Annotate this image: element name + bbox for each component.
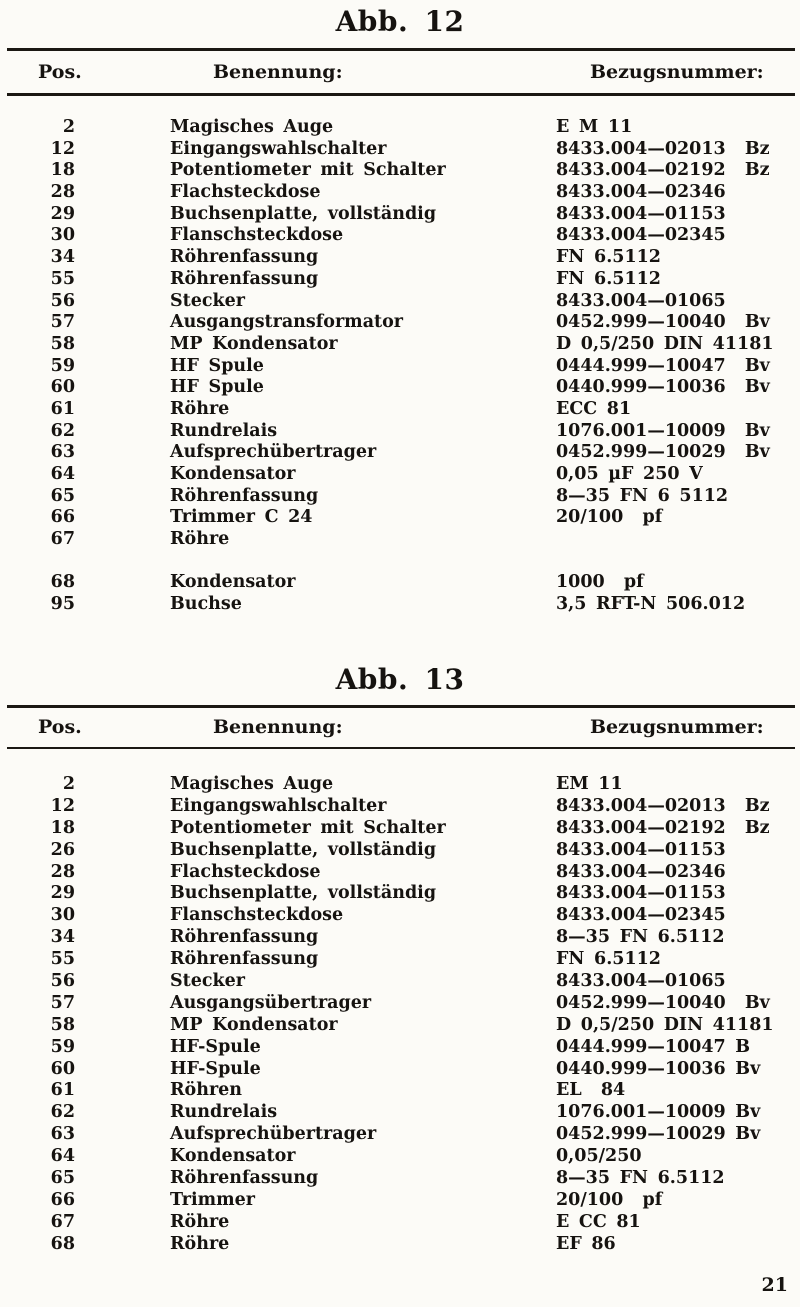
pos-cell: 56 [50, 290, 75, 311]
pos-cell: 61 [50, 1080, 75, 1101]
pos-cell: 62 [50, 420, 75, 441]
ref-cell: 0,05 µF 250 V [556, 464, 703, 484]
table-header-abb13 [7, 705, 795, 749]
table-row [0, 551, 800, 573]
pos-cell: 62 [50, 1102, 75, 1123]
ref-cell: 8433.004—02013 Bz [556, 138, 770, 159]
ref-cell: 0452.999—10040 Bv [556, 312, 770, 333]
name-cell: HF Spule [170, 377, 264, 398]
pos-cell: 64 [50, 1146, 75, 1167]
name-cell: Rundrelais [170, 420, 278, 441]
pos-cell: 57 [50, 992, 75, 1013]
table-row [0, 1124, 800, 1146]
table-row [0, 1059, 800, 1081]
ref-cell: 8—35 FN 6.5112 [556, 1168, 725, 1189]
name-cell: Aufsprechübertrager [170, 442, 377, 463]
table-row [0, 774, 800, 796]
name-cell: Röhre [170, 1211, 230, 1232]
table-row [0, 291, 800, 313]
pos-cell: 58 [50, 333, 75, 354]
ref-cell: 8433.004—02013 Bz [556, 795, 770, 816]
ref-cell: 8433.004—01153 [556, 839, 726, 860]
ref-cell: 8433.004—02192 Bz [556, 817, 770, 838]
name-cell: Kondensator [170, 464, 296, 484]
table-row [0, 1168, 800, 1190]
pos-cell: 56 [50, 971, 75, 992]
table-row [0, 421, 800, 443]
table-row [0, 312, 800, 334]
ref-cell: 8433.004—01065 [556, 971, 726, 992]
pos-cell: 65 [50, 1168, 75, 1189]
ref-cell: 20/100 pf [556, 507, 663, 528]
table-row [0, 818, 800, 840]
table-row [0, 507, 800, 529]
name-cell: Kondensator [170, 572, 296, 593]
ref-cell: 0,05/250 [556, 1146, 642, 1167]
ref-cell: 1076.001—10009 Bv [556, 1102, 761, 1123]
ref-cell: D 0,5/250 DIN 41181 [556, 1014, 774, 1035]
name-cell: Rundrelais [170, 1102, 278, 1123]
pos-cell: 30 [50, 905, 75, 926]
name-cell: Buchsenplatte, vollständig [170, 839, 437, 860]
table-title-abb13: Abb. 13 [335, 663, 465, 696]
name-cell: Flachsteckdose [170, 861, 321, 882]
ref-cell: 0440.999—10036 Bv [556, 377, 770, 398]
table-row [0, 949, 800, 971]
name-cell: Aufsprechübertrager [170, 1124, 377, 1145]
ref-cell: 8—35 FN 6 5112 [556, 485, 729, 506]
ref-cell: 3,5 RFT-N 506.012 [556, 594, 746, 615]
name-cell: Röhrenfassung [170, 247, 319, 268]
pos-cell: 63 [50, 1124, 75, 1145]
pos-cell: 59 [50, 1036, 75, 1057]
table-row [0, 182, 800, 204]
table-row [0, 334, 800, 356]
table-row [0, 529, 800, 551]
table-row [0, 862, 800, 884]
table-row [0, 905, 800, 927]
pos-cell: 30 [50, 225, 75, 246]
column-header-name: Benennung: [213, 61, 343, 83]
table-row [0, 1102, 800, 1124]
ref-cell: FN 6.5112 [556, 949, 661, 970]
ref-cell: 20/100 pf [556, 1189, 663, 1210]
pos-cell: 2 [62, 117, 75, 137]
pos-cell: 29 [50, 203, 75, 224]
table-row [0, 971, 800, 993]
pos-cell: 60 [50, 377, 75, 398]
pos-cell: 95 [50, 594, 75, 615]
name-cell: Röhrenfassung [170, 927, 319, 948]
ref-cell: EL 84 [556, 1080, 626, 1101]
table-row [0, 883, 800, 905]
ref-cell: 8—35 FN 6.5112 [556, 927, 725, 948]
pos-cell: 28 [50, 861, 75, 882]
pos-cell: 58 [50, 1014, 75, 1035]
pos-cell: 67 [50, 529, 75, 550]
table-row [0, 993, 800, 1015]
name-cell: Röhre [170, 398, 230, 419]
table-row [0, 1234, 800, 1256]
name-cell: Röhrenfassung [170, 949, 319, 970]
name-cell: Buchsenplatte, vollständig [170, 203, 437, 224]
ref-cell: 8433.004—02345 [556, 905, 726, 926]
pos-cell: 63 [50, 442, 75, 463]
name-cell: Röhrenfassung [170, 268, 319, 289]
ref-cell: FN 6.5112 [556, 247, 661, 268]
table-title-abb12: Abb. 12 [335, 5, 465, 38]
name-cell: MP Kondensator [170, 333, 338, 354]
table-header-abb12 [7, 48, 795, 96]
pos-cell: 18 [50, 817, 75, 838]
page-number: 21 [761, 1274, 788, 1296]
table-body-abb12 [0, 117, 800, 616]
ref-cell: 1000 pf [556, 572, 644, 593]
table-row [0, 204, 800, 226]
name-cell: Röhrenfassung [170, 1168, 319, 1189]
ref-cell: 8433.004—02345 [556, 225, 726, 246]
pos-cell: 68 [50, 1233, 75, 1254]
pos-cell: 67 [50, 1211, 75, 1232]
table-row [0, 1015, 800, 1037]
table-row [0, 247, 800, 269]
ref-cell: EF 86 [556, 1233, 616, 1254]
name-cell: Eingangswahlschalter [170, 795, 387, 816]
name-cell: Buchse [170, 594, 242, 615]
ref-cell: ECC 81 [556, 398, 632, 419]
table-row [0, 160, 800, 182]
table-row [0, 1212, 800, 1234]
ref-cell: 8433.004—02192 Bz [556, 160, 770, 181]
table-row [0, 356, 800, 378]
table-row [0, 840, 800, 862]
table-row [0, 572, 800, 594]
ref-cell: 0444.999—10047 Bv [556, 355, 770, 376]
ref-cell: 1076.001—10009 Bv [556, 420, 770, 441]
name-cell: Stecker [170, 971, 245, 992]
ref-cell: 0440.999—10036 Bv [556, 1058, 761, 1079]
name-cell: Trimmer C 24 [170, 507, 313, 528]
pos-cell: 66 [50, 1189, 75, 1210]
ref-cell: EM 11 [556, 774, 623, 794]
name-cell: Röhrenfassung [170, 485, 319, 506]
column-header-ref: Bezugsnummer: [590, 61, 764, 83]
name-cell: Röhre [170, 1233, 230, 1254]
table-row [0, 486, 800, 508]
ref-cell: E M 11 [556, 117, 633, 137]
name-cell: Flanschsteckdose [170, 905, 344, 926]
pos-cell: 55 [50, 268, 75, 289]
table-row [0, 377, 800, 399]
pos-cell: 68 [50, 572, 75, 593]
column-header-ref: Bezugsnummer: [590, 716, 764, 738]
table-body-abb13 [0, 774, 800, 1256]
table-row [0, 594, 800, 616]
name-cell: Magisches Auge [170, 774, 334, 794]
pos-cell: 12 [50, 138, 75, 159]
pos-cell: 60 [50, 1058, 75, 1079]
pos-cell: 28 [50, 182, 75, 203]
table-row [0, 225, 800, 247]
pos-cell: 59 [50, 355, 75, 376]
table-row [0, 139, 800, 161]
ref-cell: 8433.004—01153 [556, 203, 726, 224]
table-row [0, 1080, 800, 1102]
name-cell: Ausgangsübertrager [170, 992, 372, 1013]
ref-cell: 8433.004—02346 [556, 182, 726, 203]
pos-cell: 29 [50, 883, 75, 904]
ref-cell: 8433.004—01153 [556, 883, 726, 904]
table-row [0, 464, 800, 486]
pos-cell: 64 [50, 464, 75, 484]
table-row [0, 442, 800, 464]
ref-cell: E CC 81 [556, 1211, 641, 1232]
name-cell: Stecker [170, 290, 245, 311]
name-cell: HF Spule [170, 355, 264, 376]
name-cell: Trimmer [170, 1189, 256, 1210]
pos-cell: 26 [50, 839, 75, 860]
name-cell: Flanschsteckdose [170, 225, 344, 246]
table-row [0, 927, 800, 949]
ref-cell: 0444.999—10047 B [556, 1036, 751, 1057]
table-row [0, 796, 800, 818]
name-cell: Röhren [170, 1080, 243, 1101]
pos-cell: 2 [62, 774, 75, 794]
name-cell: HF-Spule [170, 1058, 261, 1079]
ref-cell: 8433.004—01065 [556, 290, 726, 311]
name-cell: Ausgangstransformator [170, 312, 404, 333]
pos-cell: 55 [50, 949, 75, 970]
name-cell: MP Kondensator [170, 1014, 338, 1035]
ref-cell: FN 6.5112 [556, 268, 661, 289]
table-row [0, 399, 800, 421]
column-header-pos: Pos. [38, 716, 82, 738]
pos-cell: 61 [50, 398, 75, 419]
column-header-pos: Pos. [38, 61, 82, 83]
ref-cell: 0452.999—10029 Bv [556, 442, 770, 463]
pos-cell: 66 [50, 507, 75, 528]
name-cell: Röhre [170, 529, 230, 550]
table-row [0, 1037, 800, 1059]
name-cell: Magisches Auge [170, 117, 334, 137]
column-header-name: Benennung: [213, 716, 343, 738]
table-row [0, 269, 800, 291]
ref-cell: D 0,5/250 DIN 41181 [556, 333, 774, 354]
pos-cell: 18 [50, 160, 75, 181]
table-row [0, 1146, 800, 1168]
name-cell: Buchsenplatte, vollständig [170, 883, 437, 904]
pos-cell: 57 [50, 312, 75, 333]
name-cell: HF-Spule [170, 1036, 261, 1057]
name-cell: Flachsteckdose [170, 182, 321, 203]
ref-cell: 0452.999—10040 Bv [556, 992, 770, 1013]
pos-cell: 65 [50, 485, 75, 506]
table-row [0, 1190, 800, 1212]
pos-cell: 34 [50, 927, 75, 948]
ref-cell: 8433.004—02346 [556, 861, 726, 882]
name-cell: Potentiometer mit Schalter [170, 160, 446, 181]
table-row [0, 117, 800, 139]
pos-cell: 12 [50, 795, 75, 816]
name-cell: Eingangswahlschalter [170, 138, 387, 159]
name-cell: Kondensator [170, 1146, 296, 1167]
name-cell: Potentiometer mit Schalter [170, 817, 446, 838]
ref-cell: 0452.999—10029 Bv [556, 1124, 761, 1145]
pos-cell: 34 [50, 247, 75, 268]
